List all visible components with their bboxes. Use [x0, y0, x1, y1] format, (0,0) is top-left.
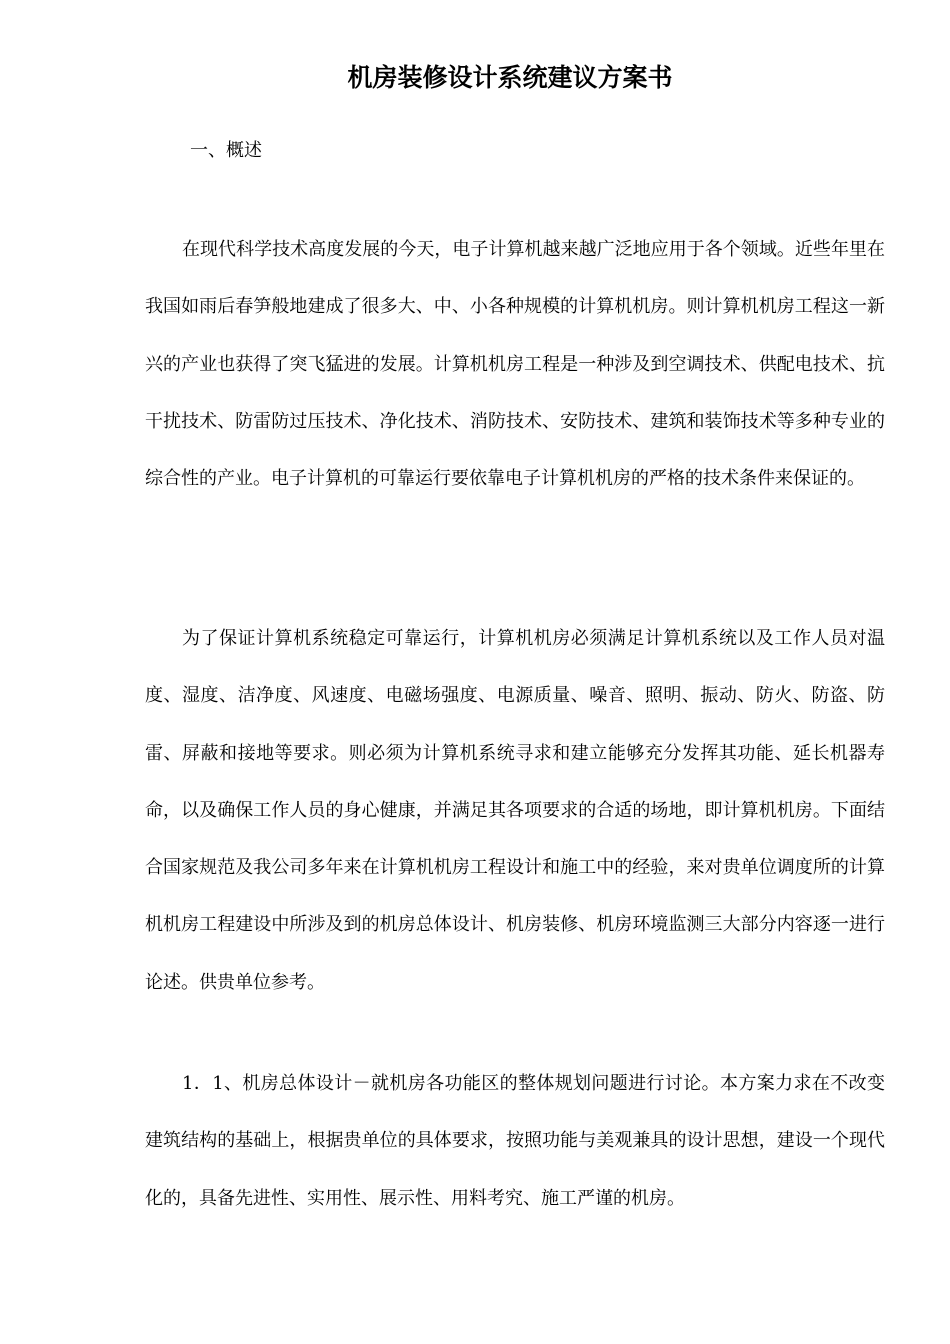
paragraph-section-1-1: 1．1、机房总体设计－就机房各功能区的整体规划问题进行讨论。本方案力求在不改变建筑结构的基础上，根据贵单位的具体要求，按照功能与美观兼具的设计思想，建设一个现代化的，具备先进性、实用性、展示性、用料考究、施工严谨的机房。: [145, 1073, 885, 1209]
paragraph-overview-1: 在现代科学技术高度发展的今天，电子计算机越来越广泛地应用于各个领域。近些年里在我国如雨后春笋般地建成了很多大、中、小各种规模的计算机机房。则计算机机房工程这一新兴的产业也获得了突飞猛进的发展。计算机机房工程是一种涉及到空调技术、供配电技术、抗干扰技术、防雷防过压技术、净化技术、消防技术、安防技术、建筑和装饰技术等多种专业的综合性的产业。电子计算机的可靠运行要依靠电子计算机机房的严格的技术条件来保证的。: [145, 239, 885, 490]
document-title: 机房装修设计系统建议方案书: [347, 63, 673, 92]
paragraph-overview-2: 为了保证计算机系统稳定可靠运行，计算机机房必须满足计算机系统以及工作人员对温度、湿度、洁净度、风速度、电磁场强度、电源质量、噪音、照明、振动、防火、防盗、防雷、屏蔽和接地等要求。则必须为计算机系统寻求和建立能够充分发挥其功能、延长机器寿命，以及确保工作人员的身心健康，并满足其各项要求的合适的场地，即计算机机房。下面结合国家规范及我公司多年来在计算机机房工程设计和施工中的经验，来对贵单位调度所的计算机机房工程建设中所涉及到的机房总体设计、机房装修、机房环境监测三大部分内容逐一进行论述。供贵单位参考。: [145, 628, 885, 993]
section-heading: 一、概述: [190, 140, 262, 161]
